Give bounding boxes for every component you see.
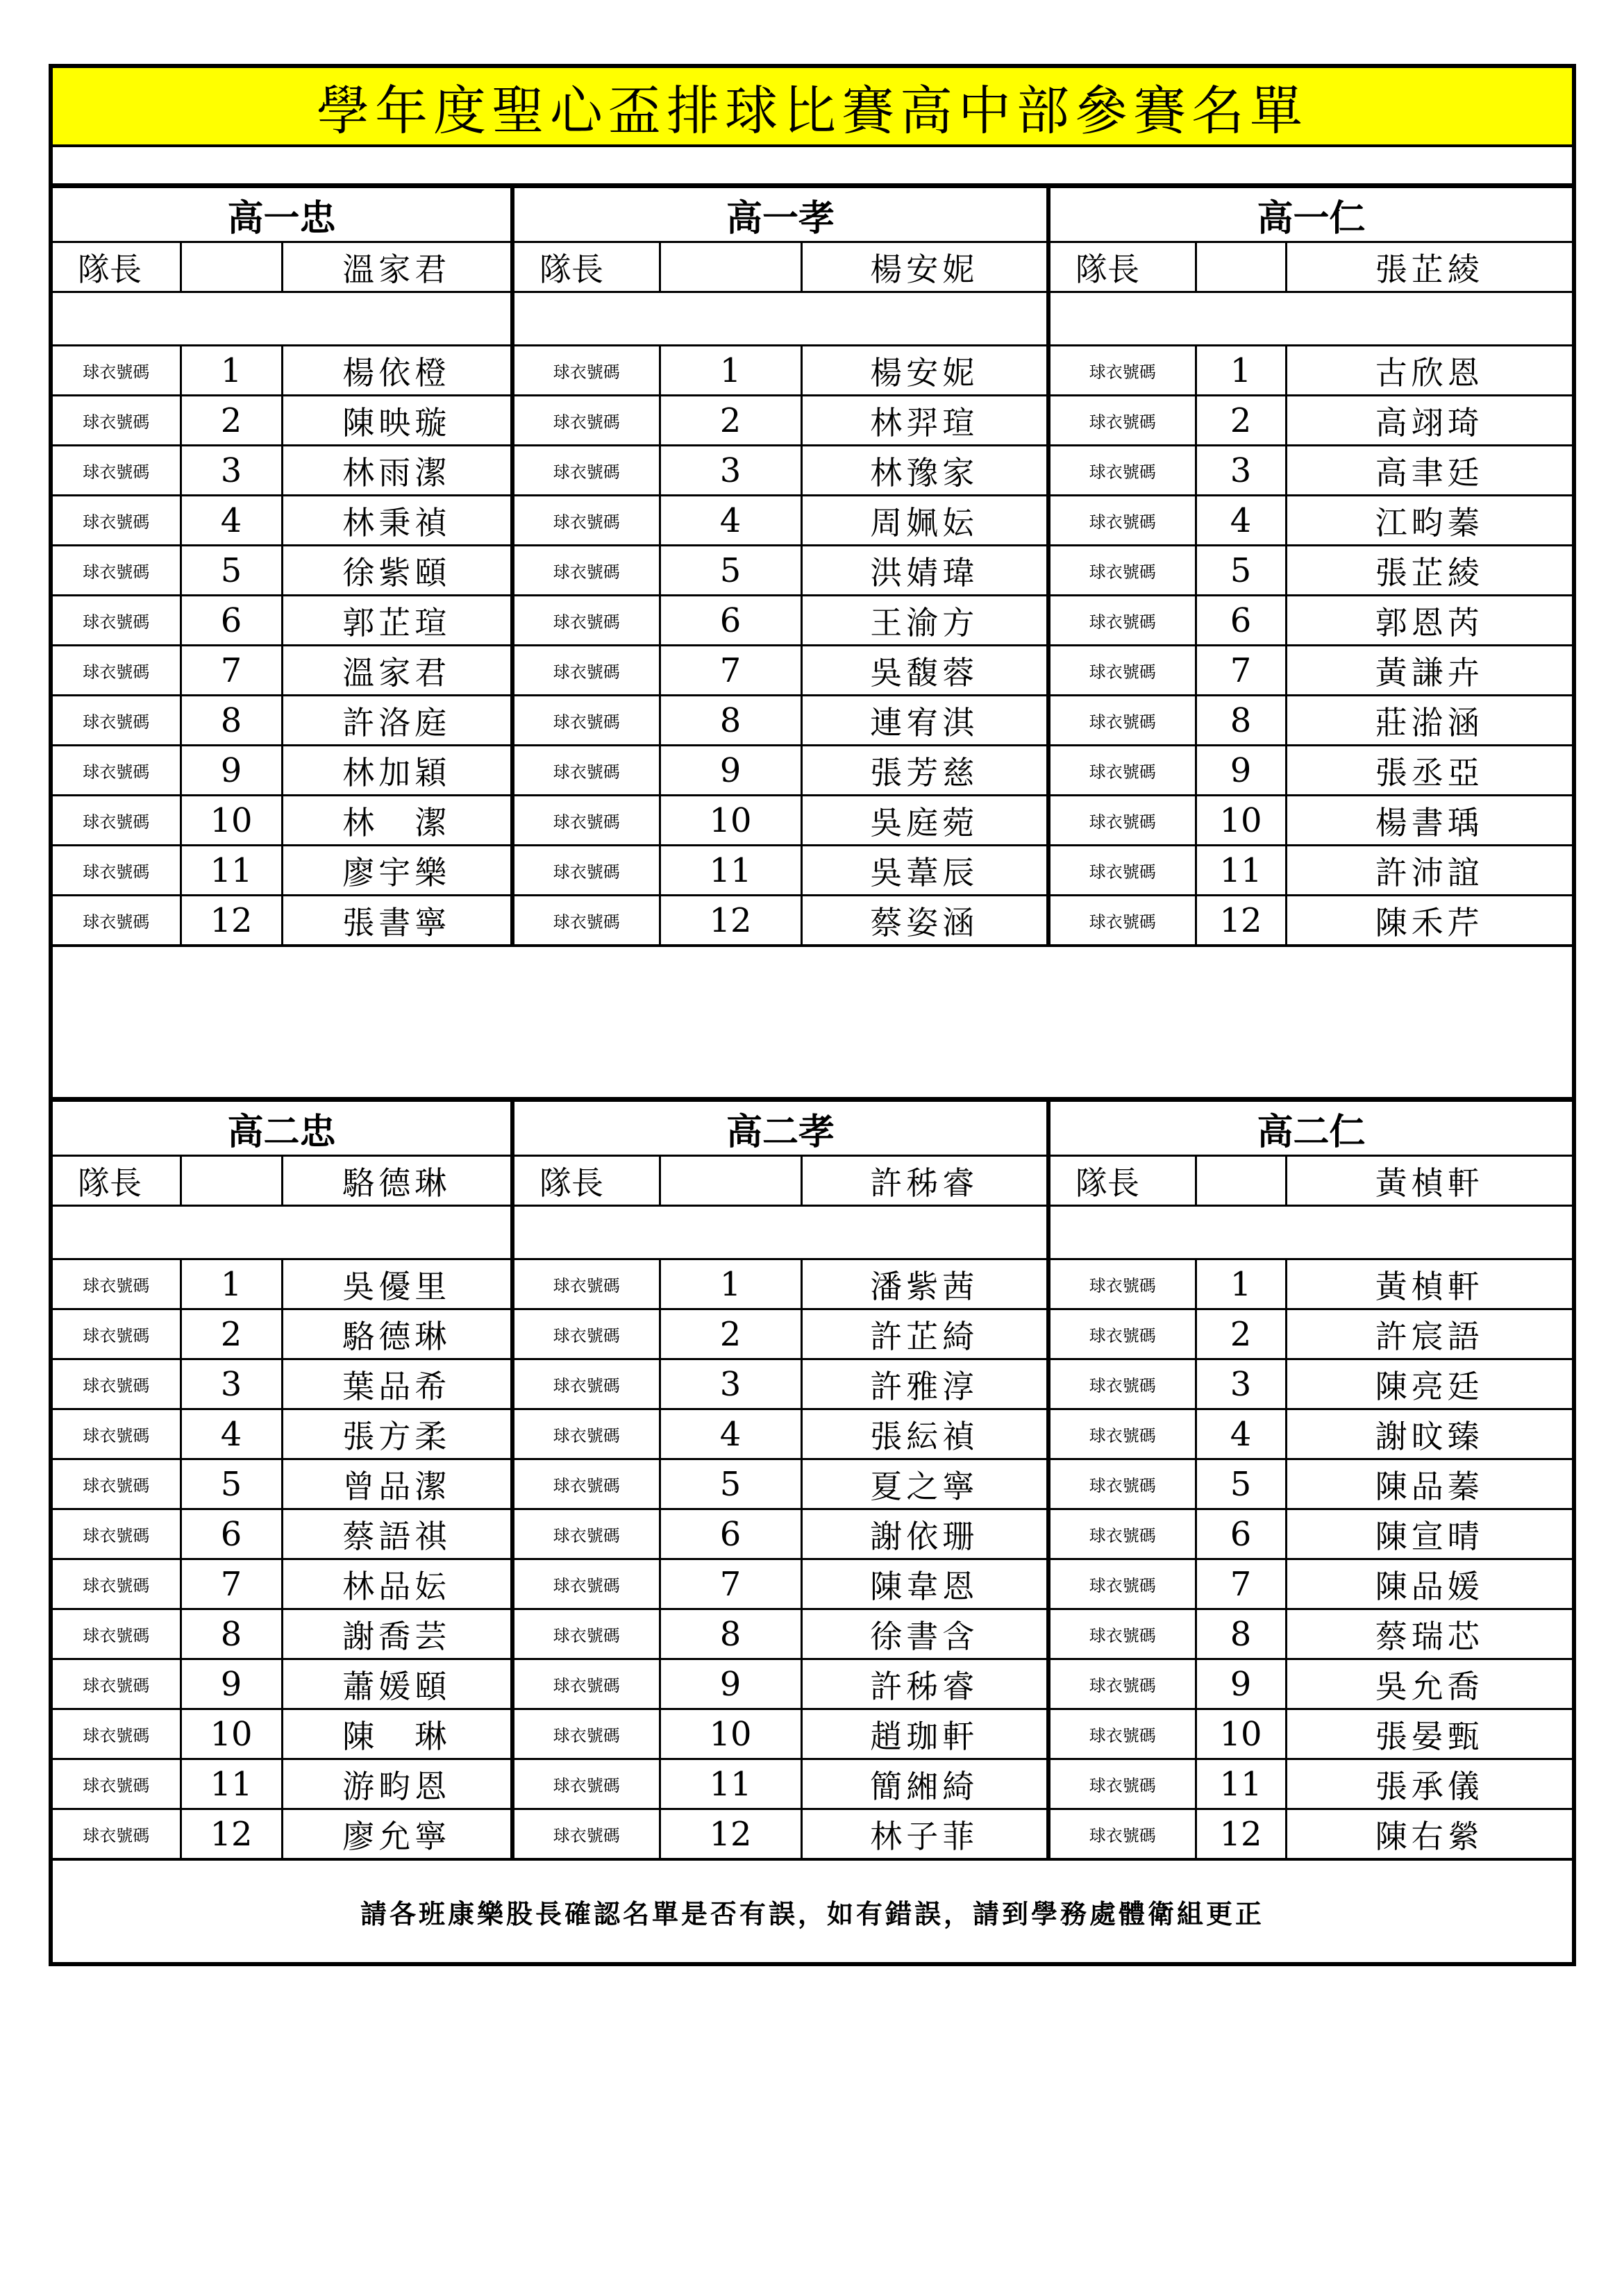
jersey-number-label: 球衣號碼 — [512, 1759, 660, 1809]
jersey-number-label: 球衣號碼 — [53, 1609, 181, 1659]
jersey-number-label: 球衣號碼 — [512, 1359, 660, 1409]
jersey-number-label: 球衣號碼 — [512, 1659, 660, 1709]
jersey-number: 12 — [660, 1809, 801, 1859]
jersey-number: 3 — [181, 1359, 282, 1409]
footer-note: 請各班康樂股長確認名單是否有誤，如有錯誤，請到學務處體衛組更正 — [53, 1858, 1572, 1962]
jersey-number: 8 — [1196, 1609, 1286, 1659]
jersey-number-label: 球衣號碼 — [1048, 796, 1196, 846]
player-name: 林品妘 — [282, 1559, 512, 1609]
jersey-number-label: 球衣號碼 — [53, 1309, 181, 1359]
player-row — [53, 1559, 1572, 1609]
player-name: 張丞亞 — [1286, 746, 1572, 796]
player-name: 張晏甄 — [1286, 1709, 1572, 1759]
player-name: 林 潔 — [282, 796, 512, 846]
jersey-number: 11 — [660, 1759, 801, 1809]
jersey-number-label: 球衣號碼 — [512, 1609, 660, 1659]
jersey-number: 4 — [181, 1409, 282, 1459]
player-row — [53, 1659, 1572, 1709]
jersey-number: 2 — [1196, 396, 1286, 446]
player-name: 潘紫茜 — [801, 1259, 1048, 1309]
player-name: 張方柔 — [282, 1409, 512, 1459]
player-row — [53, 1509, 1572, 1559]
jersey-number-label: 球衣號碼 — [512, 1709, 660, 1759]
jersey-number-label: 球衣號碼 — [512, 496, 660, 546]
blank-row — [53, 1206, 1572, 1259]
jersey-number-label: 球衣號碼 — [1048, 746, 1196, 796]
player-name: 吳優里 — [282, 1259, 512, 1309]
player-name: 張承儀 — [1286, 1759, 1572, 1809]
player-name: 許沛誼 — [1286, 846, 1572, 896]
player-name: 黃楨軒 — [1286, 1259, 1572, 1309]
player-name: 蔡語祺 — [282, 1509, 512, 1559]
player-name: 林加穎 — [282, 746, 512, 796]
jersey-number-label: 球衣號碼 — [1048, 696, 1196, 746]
jersey-number-label: 球衣號碼 — [1048, 1759, 1196, 1809]
jersey-number-label: 球衣號碼 — [53, 746, 181, 796]
player-row — [53, 1459, 1572, 1509]
player-name: 溫家君 — [282, 646, 512, 696]
jersey-number: 6 — [181, 596, 282, 646]
player-name: 徐書含 — [801, 1609, 1048, 1659]
jersey-number: 5 — [1196, 546, 1286, 596]
jersey-number: 2 — [1196, 1309, 1286, 1359]
roster-table — [53, 1100, 1572, 1858]
player-name: 曾品潔 — [282, 1459, 512, 1509]
roster-sheet — [49, 64, 1576, 1966]
jersey-number-label: 球衣號碼 — [1048, 1659, 1196, 1709]
jersey-number: 9 — [660, 746, 801, 796]
player-name: 高聿廷 — [1286, 446, 1572, 496]
jersey-number-label: 球衣號碼 — [512, 1309, 660, 1359]
jersey-number: 2 — [181, 396, 282, 446]
player-name: 陳韋恩 — [801, 1559, 1048, 1609]
player-row — [53, 796, 1572, 846]
jersey-number-label: 球衣號碼 — [512, 696, 660, 746]
player-row — [53, 1359, 1572, 1409]
jersey-number-label: 球衣號碼 — [1048, 1459, 1196, 1509]
jersey-number-label: 球衣號碼 — [512, 446, 660, 496]
captain-name: 楊安妮 — [801, 242, 1048, 292]
section-first-grade — [53, 186, 1572, 944]
player-name: 林秉禎 — [282, 496, 512, 546]
captain-label: 隊長 — [53, 242, 181, 292]
jersey-number: 12 — [1196, 1809, 1286, 1859]
jersey-number: 2 — [660, 396, 801, 446]
jersey-number-label: 球衣號碼 — [512, 396, 660, 446]
jersey-number-label: 球衣號碼 — [53, 446, 181, 496]
player-name: 蔡瑞芯 — [1286, 1609, 1572, 1659]
jersey-number-label: 球衣號碼 — [53, 1509, 181, 1559]
jersey-number: 10 — [1196, 796, 1286, 846]
jersey-number-label: 球衣號碼 — [1048, 896, 1196, 945]
jersey-number-label: 球衣號碼 — [512, 846, 660, 896]
jersey-number-label: 球衣號碼 — [1048, 546, 1196, 596]
player-name: 吳葦辰 — [801, 846, 1048, 896]
jersey-number: 1 — [181, 346, 282, 396]
jersey-number: 5 — [1196, 1459, 1286, 1509]
captain-number-cell — [1196, 1156, 1286, 1206]
player-name: 陳禾芹 — [1286, 896, 1572, 945]
jersey-number: 8 — [181, 696, 282, 746]
jersey-number: 12 — [181, 1809, 282, 1859]
player-row — [53, 846, 1572, 896]
jersey-number-label: 球衣號碼 — [53, 396, 181, 446]
jersey-number-label: 球衣號碼 — [1048, 1359, 1196, 1409]
blank-cell — [53, 1206, 512, 1259]
jersey-number-label: 球衣號碼 — [1048, 1809, 1196, 1859]
player-name: 趙珈軒 — [801, 1709, 1048, 1759]
player-name: 駱德琳 — [282, 1309, 512, 1359]
jersey-number: 8 — [1196, 696, 1286, 746]
player-name: 謝喬芸 — [282, 1609, 512, 1659]
player-name: 周姵妘 — [801, 496, 1048, 546]
jersey-number: 5 — [181, 1459, 282, 1509]
jersey-number-label: 球衣號碼 — [512, 1559, 660, 1609]
jersey-number: 6 — [1196, 1509, 1286, 1559]
team-name: 高一仁 — [1048, 187, 1572, 242]
captain-name: 黃楨軒 — [1286, 1156, 1572, 1206]
player-name: 許宸語 — [1286, 1309, 1572, 1359]
jersey-number-label: 球衣號碼 — [512, 1459, 660, 1509]
player-name: 張書寧 — [282, 896, 512, 945]
jersey-number-label: 球衣號碼 — [512, 546, 660, 596]
player-name: 林羿瑄 — [801, 396, 1048, 446]
player-row — [53, 1259, 1572, 1309]
blank-cell — [1048, 1206, 1572, 1259]
jersey-number: 3 — [1196, 446, 1286, 496]
jersey-number: 6 — [1196, 596, 1286, 646]
jersey-number-label: 球衣號碼 — [53, 1409, 181, 1459]
jersey-number: 1 — [1196, 346, 1286, 396]
blank-row — [53, 292, 1572, 346]
jersey-number-label: 球衣號碼 — [1048, 1409, 1196, 1459]
jersey-number-label: 球衣號碼 — [53, 1809, 181, 1859]
jersey-number: 12 — [181, 896, 282, 945]
jersey-number: 8 — [660, 1609, 801, 1659]
jersey-number: 3 — [181, 446, 282, 496]
player-name: 夏之寧 — [801, 1459, 1048, 1509]
player-row — [53, 1609, 1572, 1659]
section-gap — [53, 944, 1572, 1100]
player-row — [53, 696, 1572, 746]
team-name: 高一忠 — [53, 187, 512, 242]
jersey-number: 4 — [181, 496, 282, 546]
player-name: 吳馥蓉 — [801, 646, 1048, 696]
player-name: 蔡姿涵 — [801, 896, 1048, 945]
player-name: 謝旼臻 — [1286, 1409, 1572, 1459]
jersey-number-label: 球衣號碼 — [1048, 496, 1196, 546]
jersey-number-label: 球衣號碼 — [1048, 446, 1196, 496]
captain-label: 隊長 — [512, 1156, 660, 1206]
jersey-number-label: 球衣號碼 — [53, 646, 181, 696]
captain-label: 隊長 — [53, 1156, 181, 1206]
jersey-number: 11 — [1196, 846, 1286, 896]
jersey-number: 3 — [1196, 1359, 1286, 1409]
player-name: 徐紫頤 — [282, 546, 512, 596]
section-second-grade — [53, 1100, 1572, 1858]
jersey-number-label: 球衣號碼 — [1048, 1509, 1196, 1559]
player-name: 古欣恩 — [1286, 346, 1572, 396]
player-name: 陳品蓁 — [1286, 1459, 1572, 1509]
team-name: 高二仁 — [1048, 1101, 1572, 1156]
captain-number-cell — [181, 1156, 282, 1206]
player-name: 楊書瑀 — [1286, 796, 1572, 846]
page-title: 學年度聖心盃排球比賽高中部參賽名單 — [53, 68, 1572, 147]
player-row — [53, 496, 1572, 546]
jersey-number: 5 — [660, 546, 801, 596]
player-name: 許秭睿 — [801, 1659, 1048, 1709]
spacer-row — [53, 147, 1572, 186]
jersey-number-label: 球衣號碼 — [512, 896, 660, 945]
captain-number-cell — [181, 242, 282, 292]
jersey-number: 10 — [1196, 1709, 1286, 1759]
captain-label: 隊長 — [1048, 1156, 1196, 1206]
player-name: 楊安妮 — [801, 346, 1048, 396]
player-name: 陳 琳 — [282, 1709, 512, 1759]
jersey-number: 8 — [181, 1609, 282, 1659]
jersey-number: 1 — [660, 1259, 801, 1309]
player-name: 莊湁涵 — [1286, 696, 1572, 746]
jersey-number: 10 — [660, 796, 801, 846]
jersey-number: 10 — [660, 1709, 801, 1759]
jersey-number-label: 球衣號碼 — [53, 1659, 181, 1709]
jersey-number-label: 球衣號碼 — [512, 346, 660, 396]
player-name: 林雨潔 — [282, 446, 512, 496]
jersey-number-label: 球衣號碼 — [53, 896, 181, 945]
player-name: 張芳慈 — [801, 746, 1048, 796]
team-name: 高二忠 — [53, 1101, 512, 1156]
jersey-number: 4 — [1196, 496, 1286, 546]
jersey-number: 11 — [1196, 1759, 1286, 1809]
jersey-number: 6 — [660, 1509, 801, 1559]
player-row — [53, 446, 1572, 496]
jersey-number-label: 球衣號碼 — [1048, 1259, 1196, 1309]
jersey-number-label: 球衣號碼 — [512, 1259, 660, 1309]
jersey-number-label: 球衣號碼 — [1048, 596, 1196, 646]
jersey-number: 10 — [181, 796, 282, 846]
player-name: 廖宇樂 — [282, 846, 512, 896]
player-name: 張紜禎 — [801, 1409, 1048, 1459]
jersey-number: 2 — [660, 1309, 801, 1359]
jersey-number: 12 — [1196, 896, 1286, 945]
jersey-number-label: 球衣號碼 — [53, 1359, 181, 1409]
jersey-number-label: 球衣號碼 — [1048, 396, 1196, 446]
jersey-number-label: 球衣號碼 — [1048, 1709, 1196, 1759]
jersey-number: 9 — [660, 1659, 801, 1709]
jersey-number-label: 球衣號碼 — [53, 796, 181, 846]
captain-label: 隊長 — [1048, 242, 1196, 292]
captain-name: 溫家君 — [282, 242, 512, 292]
player-row — [53, 646, 1572, 696]
player-name: 陳宣晴 — [1286, 1509, 1572, 1559]
roster-table — [53, 186, 1572, 944]
jersey-number: 5 — [660, 1459, 801, 1509]
jersey-number-label: 球衣號碼 — [53, 346, 181, 396]
jersey-number: 7 — [181, 646, 282, 696]
captain-label: 隊長 — [512, 242, 660, 292]
player-name: 許洛庭 — [282, 696, 512, 746]
blank-cell — [512, 1206, 1048, 1259]
player-name: 張芷綾 — [1286, 546, 1572, 596]
jersey-number: 11 — [181, 846, 282, 896]
blank-cell — [512, 292, 1048, 346]
jersey-number: 7 — [1196, 646, 1286, 696]
player-row — [53, 546, 1572, 596]
player-name: 洪婧瑋 — [801, 546, 1048, 596]
jersey-number-label: 球衣號碼 — [1048, 1559, 1196, 1609]
jersey-number: 6 — [660, 596, 801, 646]
jersey-number-label: 球衣號碼 — [1048, 1609, 1196, 1659]
player-name: 簡緗綺 — [801, 1759, 1048, 1809]
jersey-number: 3 — [660, 446, 801, 496]
player-name: 廖允寧 — [282, 1809, 512, 1859]
player-row — [53, 346, 1572, 396]
jersey-number-label: 球衣號碼 — [512, 746, 660, 796]
player-row — [53, 1409, 1572, 1459]
jersey-number: 7 — [660, 1559, 801, 1609]
captain-name: 駱德琳 — [282, 1156, 512, 1206]
jersey-number-label: 球衣號碼 — [512, 1509, 660, 1559]
captain-row — [53, 1156, 1572, 1206]
jersey-number-label: 球衣號碼 — [1048, 1309, 1196, 1359]
player-row — [53, 1759, 1572, 1809]
player-name: 許雅淳 — [801, 1359, 1048, 1409]
jersey-number: 7 — [660, 646, 801, 696]
player-name: 游畇恩 — [282, 1759, 512, 1809]
captain-number-cell — [1196, 242, 1286, 292]
jersey-number: 5 — [181, 546, 282, 596]
jersey-number: 2 — [181, 1309, 282, 1359]
player-name: 陳亮廷 — [1286, 1359, 1572, 1409]
jersey-number: 9 — [1196, 1659, 1286, 1709]
player-name: 郭恩芮 — [1286, 596, 1572, 646]
jersey-number-label: 球衣號碼 — [53, 1459, 181, 1509]
player-row — [53, 1309, 1572, 1359]
captain-name: 張芷綾 — [1286, 242, 1572, 292]
player-name: 陳映璇 — [282, 396, 512, 446]
jersey-number: 7 — [1196, 1559, 1286, 1609]
jersey-number: 6 — [181, 1509, 282, 1559]
player-name: 林子菲 — [801, 1809, 1048, 1859]
jersey-number: 4 — [1196, 1409, 1286, 1459]
jersey-number: 10 — [181, 1709, 282, 1759]
jersey-number: 4 — [660, 496, 801, 546]
player-name: 許芷綺 — [801, 1309, 1048, 1359]
jersey-number-label: 球衣號碼 — [53, 596, 181, 646]
player-name: 江畇蓁 — [1286, 496, 1572, 546]
jersey-number-label: 球衣號碼 — [512, 646, 660, 696]
player-name: 高翊琦 — [1286, 396, 1572, 446]
player-row — [53, 896, 1572, 945]
player-row — [53, 596, 1572, 646]
team-name: 高二孝 — [512, 1101, 1048, 1156]
jersey-number: 4 — [660, 1409, 801, 1459]
jersey-number-label: 球衣號碼 — [53, 846, 181, 896]
blank-cell — [53, 292, 512, 346]
player-name: 蕭媛頤 — [282, 1659, 512, 1709]
jersey-number: 11 — [660, 846, 801, 896]
jersey-number: 7 — [181, 1559, 282, 1609]
blank-cell — [1048, 292, 1572, 346]
jersey-number: 12 — [660, 896, 801, 945]
player-row — [53, 1809, 1572, 1859]
player-row — [53, 1709, 1572, 1759]
jersey-number-label: 球衣號碼 — [512, 596, 660, 646]
captain-name: 許秭睿 — [801, 1156, 1048, 1206]
jersey-number: 9 — [181, 746, 282, 796]
jersey-number-label: 球衣號碼 — [53, 696, 181, 746]
jersey-number-label: 球衣號碼 — [53, 1709, 181, 1759]
jersey-number-label: 球衣號碼 — [512, 1809, 660, 1859]
player-name: 楊依橙 — [282, 346, 512, 396]
jersey-number: 1 — [1196, 1259, 1286, 1309]
player-name: 黃謙卉 — [1286, 646, 1572, 696]
player-name: 吳庭菀 — [801, 796, 1048, 846]
jersey-number-label: 球衣號碼 — [53, 1259, 181, 1309]
jersey-number-label: 球衣號碼 — [1048, 346, 1196, 396]
player-name: 葉品希 — [282, 1359, 512, 1409]
jersey-number-label: 球衣號碼 — [53, 1759, 181, 1809]
player-name: 陳品媛 — [1286, 1559, 1572, 1609]
jersey-number: 8 — [660, 696, 801, 746]
player-name: 王渝方 — [801, 596, 1048, 646]
captain-row — [53, 242, 1572, 292]
jersey-number: 3 — [660, 1359, 801, 1409]
jersey-number-label: 球衣號碼 — [1048, 646, 1196, 696]
player-name: 謝依珊 — [801, 1509, 1048, 1559]
jersey-number-label: 球衣號碼 — [53, 1559, 181, 1609]
player-name: 吳允喬 — [1286, 1659, 1572, 1709]
jersey-number: 9 — [1196, 746, 1286, 796]
player-name: 陳右縈 — [1286, 1809, 1572, 1859]
jersey-number: 9 — [181, 1659, 282, 1709]
captain-number-cell — [660, 242, 801, 292]
team-name-row — [53, 187, 1572, 242]
jersey-number-label: 球衣號碼 — [512, 796, 660, 846]
player-name: 郭芷瑄 — [282, 596, 512, 646]
team-name: 高一孝 — [512, 187, 1048, 242]
jersey-number: 1 — [181, 1259, 282, 1309]
jersey-number: 11 — [181, 1759, 282, 1809]
player-name: 連宥淇 — [801, 696, 1048, 746]
player-row — [53, 746, 1572, 796]
jersey-number-label: 球衣號碼 — [53, 496, 181, 546]
team-name-row — [53, 1101, 1572, 1156]
player-name: 林豫家 — [801, 446, 1048, 496]
jersey-number-label: 球衣號碼 — [512, 1409, 660, 1459]
player-row — [53, 396, 1572, 446]
captain-number-cell — [660, 1156, 801, 1206]
jersey-number-label: 球衣號碼 — [1048, 846, 1196, 896]
jersey-number-label: 球衣號碼 — [53, 546, 181, 596]
jersey-number: 1 — [660, 346, 801, 396]
